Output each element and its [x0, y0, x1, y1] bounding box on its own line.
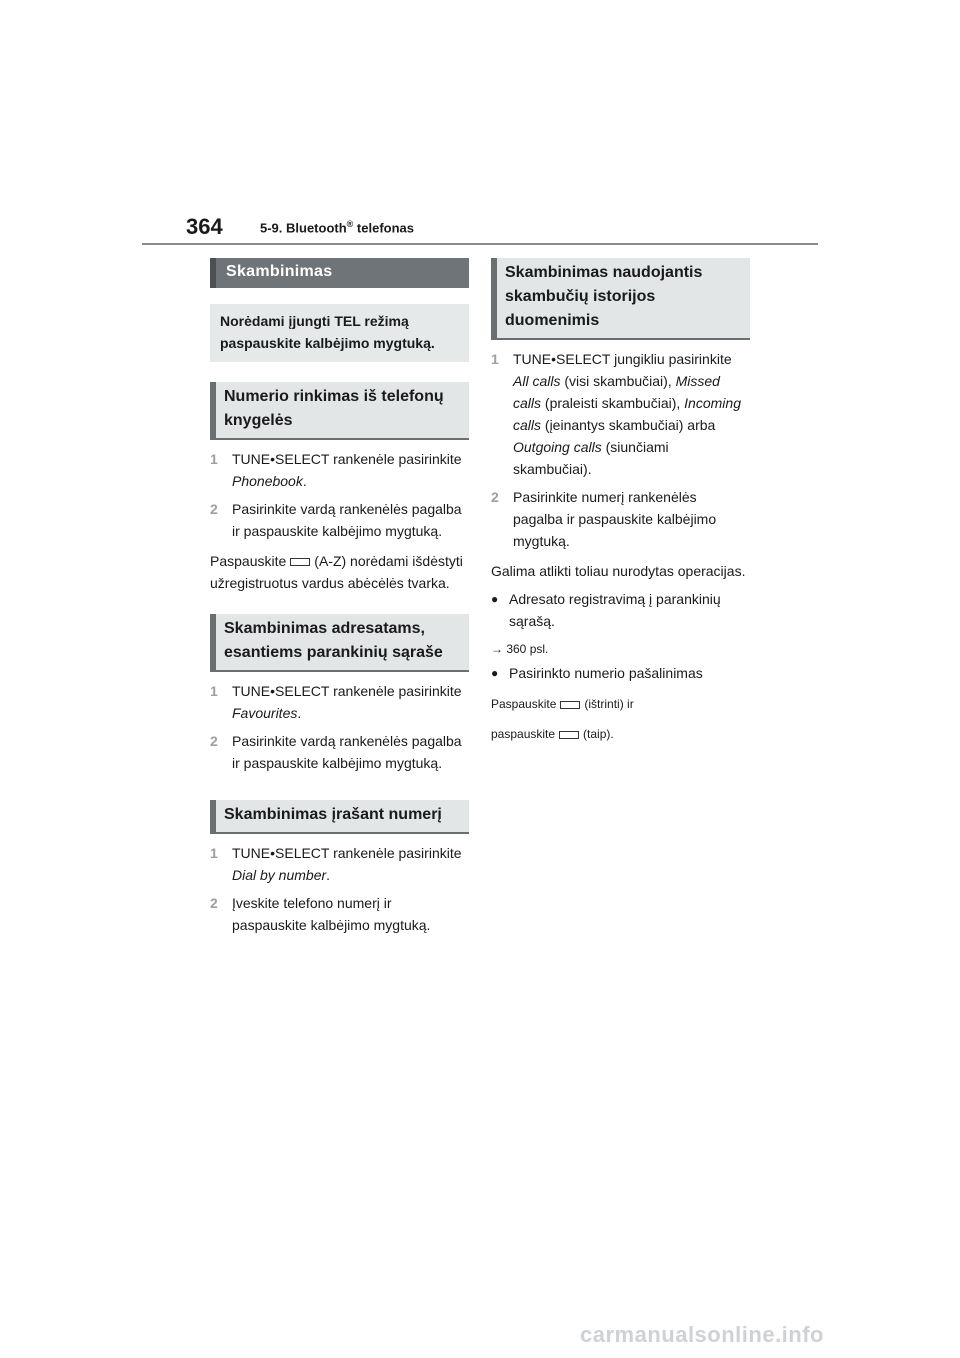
phonebook-heading: Numerio rinkimas iš telefonų knygelės	[210, 382, 469, 440]
step-number: 2	[210, 895, 218, 911]
bullet-icon: ●	[491, 592, 499, 606]
phonebook-steps	[210, 448, 469, 542]
step-number: 1	[210, 683, 218, 699]
step: 2 Pasirinkite numerį rankenėlės pagalba ir paspauskite kalbėjimo mygtuką.	[491, 486, 750, 552]
step: 1 TUNE•SELECT rankenėle pasirinkite Phonebook.	[210, 448, 469, 492]
button-symbol-icon	[560, 701, 580, 709]
step-number: 2	[210, 733, 218, 749]
favourites-heading: Skambinimas adresatams, esantiems parankinių sąraše	[210, 614, 469, 672]
step-number: 1	[210, 845, 218, 861]
dial-heading: Skambinimas įrašant numerį	[210, 800, 469, 834]
step: 2 Pasirinkite vardą rankenėlės pagalba ir paspauskite kalbėjimo mygtuką.	[210, 498, 469, 542]
step: 2 Įveskite telefono numerį ir paspauskite kalbėjimo mygtuką.	[210, 892, 469, 936]
step: 1 TUNE•SELECT rankenėle pasirinkite Dial by number.	[210, 842, 469, 886]
right-column	[491, 258, 750, 744]
step: 2 Pasirinkite vardą rankenėlės pagalba ir paspauskite kalbėjimo mygtuką.	[210, 730, 469, 774]
button-symbol-icon	[290, 558, 310, 566]
step-number: 1	[491, 351, 499, 367]
step-number: 2	[491, 489, 499, 505]
button-symbol-icon	[559, 731, 579, 739]
call-history-heading: Skambinimas naudojantis skambučių istorijos duomenimis	[491, 258, 750, 340]
watermark: carmanualsonline.info	[580, 1322, 824, 1347]
header-rule	[142, 243, 818, 245]
dial-steps	[210, 842, 469, 936]
favourites-steps	[210, 680, 469, 774]
step: 1 TUNE•SELECT jungikliu pasirinkite All calls (visi skambučiai), Missed calls (praleisti skambučiai), Incoming calls (įeinantys skambučiai) arba Outgoing calls (siunčiami skambučiai).	[491, 348, 750, 480]
info-box: Norėdami įjungti TEL režimą paspauskite kalbėjimo mygtuką.	[210, 304, 469, 362]
list-item: ● Pasirinkto numerio pašalinimas	[491, 662, 750, 684]
page-number: 364	[186, 214, 223, 239]
section-title: 5-9. Bluetooth® telefonas	[260, 219, 414, 236]
call-history-steps	[491, 348, 750, 552]
bullet-icon: ●	[491, 666, 499, 680]
phonebook-note: Paspauskite (A-Z) norėdami išdėstyti užregistruotus vardus abėcėlės tvarka.	[210, 553, 463, 591]
main-title: Skambinimas	[210, 258, 469, 288]
confirm-note: paspauskite (taip).	[491, 727, 614, 741]
step: 1 TUNE•SELECT rankenėle pasirinkite Favourites.	[210, 680, 469, 724]
page-reference: → 360 psl.	[491, 642, 549, 656]
delete-note: Paspauskite (ištrinti) ir	[491, 697, 634, 711]
list-item: ● Adresato registravimą į parankinių sąrašą.	[491, 588, 750, 632]
step-number: 2	[210, 501, 218, 517]
operations-intro: Galima atlikti toliau nurodytas operacijas.	[491, 563, 746, 579]
step-number: 1	[210, 451, 218, 467]
left-column	[210, 258, 469, 942]
